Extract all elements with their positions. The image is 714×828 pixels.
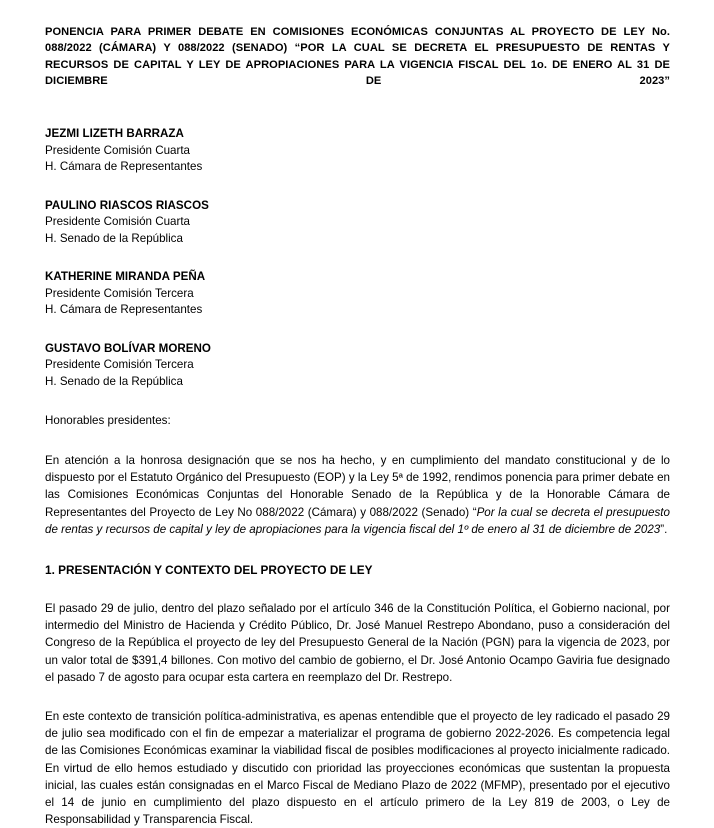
recipient-name: JEZMI LIZETH BARRAZA (45, 127, 184, 141)
intro-italic-title: Por la cual se decreta el presupuesto de rentas y recursos de capital y ley de apropiaciones para la vigencia fiscal del 1º de enero al 31 de diciembre de 2023 (45, 505, 670, 536)
recipient-name: PAULINO RIASCOS RIASCOS (45, 198, 209, 212)
recipient-body: H. Senado de la República (45, 374, 183, 388)
recipient-name: GUSTAVO BOLÍVAR MORENO (45, 341, 211, 355)
recipient-role: Presidente Comisión Tercera (45, 358, 194, 372)
recipient-role: Presidente Comisión Cuarta (45, 143, 190, 157)
intro-lead-text: En atención a la honrosa designación que se nos ha hecho, y en cumplimiento del mandato constitucional y de lo dispuesto por el Estatuto Orgánico del Presupuesto (EOP) y la Ley 5ª de 1992, rendimos ponencia para primer debate en las Comisiones Económicas Conjuntas del Honorable Senado de la República y de la Honorable Cámara de Representantes del Proyecto de Ley No 088/2022 (Cámara) y 088/2022 (Senado) “ (45, 453, 670, 519)
recipient-body: H. Cámara de Representantes (45, 160, 203, 174)
body-paragraph-2: En este contexto de transición política-administrativa, es apenas entendible que el proyecto de ley radicado el pasado 29 de julio sea modificado con el fin de empezar a materializar el programa de gobierno 2022-2026. Es competencia legal de las Comisiones Económicas examinar la viabilidad fiscal de posibles modificaciones al proyecto inicialmente radicado. En virtud de ello hemos estudiado y discutido con prioridad las proyecciones económicas que sustentan la propuesta inicial, las cuales están consignadas en el Marco Fiscal de Mediano Plazo de 2022 (MFMP), presentado por el ejecutivo el 14 de junio en cumplimiento del plazo dispuesto en el artículo primero de la Ley 819 de 2003, o Ley de Responsabilidad y Transparencia Fiscal. (45, 710, 670, 827)
intro-paragraph (45, 452, 670, 538)
recipient-block (45, 269, 670, 319)
recipient-block (45, 126, 670, 176)
recipient-body: H. Cámara de Representantes (45, 303, 203, 317)
recipient-role: Presidente Comisión Tercera (45, 286, 194, 300)
intro-tail-text: ”. (660, 522, 668, 536)
recipient-block (45, 198, 670, 248)
recipient-block (45, 341, 670, 391)
document-title: PONENCIA PARA PRIMER DEBATE EN COMISIONES ECONÓMICAS CONJUNTAS AL PROYECTO DE LEY No. 088/2022 (CÁMARA) Y 088/2022 (SENADO) “POR LA CUAL SE DECRETA EL PRESUPUESTO DE RENTAS Y RECURSOS DE CAPITAL Y LEY DE APROPIACIONES PARA LA VIGENCIA FISCAL DEL 1o. DE ENERO AL 31 DE DICIEMBRE DE 2023” (45, 26, 670, 87)
body-paragraph-1: El pasado 29 de julio, dentro del plazo señalado por el artículo 346 de la Constitución Política, el Gobierno nacional, por intermedio del Ministro de Hacienda y Crédito Público, Dr. José Manuel Restrepo Abondano, puso a consideración del Congreso de la República el proyecto de ley del Presupuesto General de la Nación (PGN) para la vigencia de 2023, por un valor total de $391,4 billones. Con motivo del cambio de gobierno, el Dr. José Antonio Ocampo Gaviria fue designado el pasado 7 de agosto para ocupar esta cartera en reemplazo del Dr. Restrepo. (45, 602, 670, 684)
section-heading-1: 1. PRESENTACIÓN Y CONTEXTO DEL PROYECTO DE LEY (45, 563, 373, 577)
salutation: Honorables presidentes: (45, 414, 171, 428)
recipient-name: KATHERINE MIRANDA PEÑA (45, 270, 206, 284)
recipients-list (45, 126, 670, 390)
recipient-role: Presidente Comisión Cuarta (45, 215, 190, 229)
recipient-body: H. Senado de la República (45, 231, 183, 245)
